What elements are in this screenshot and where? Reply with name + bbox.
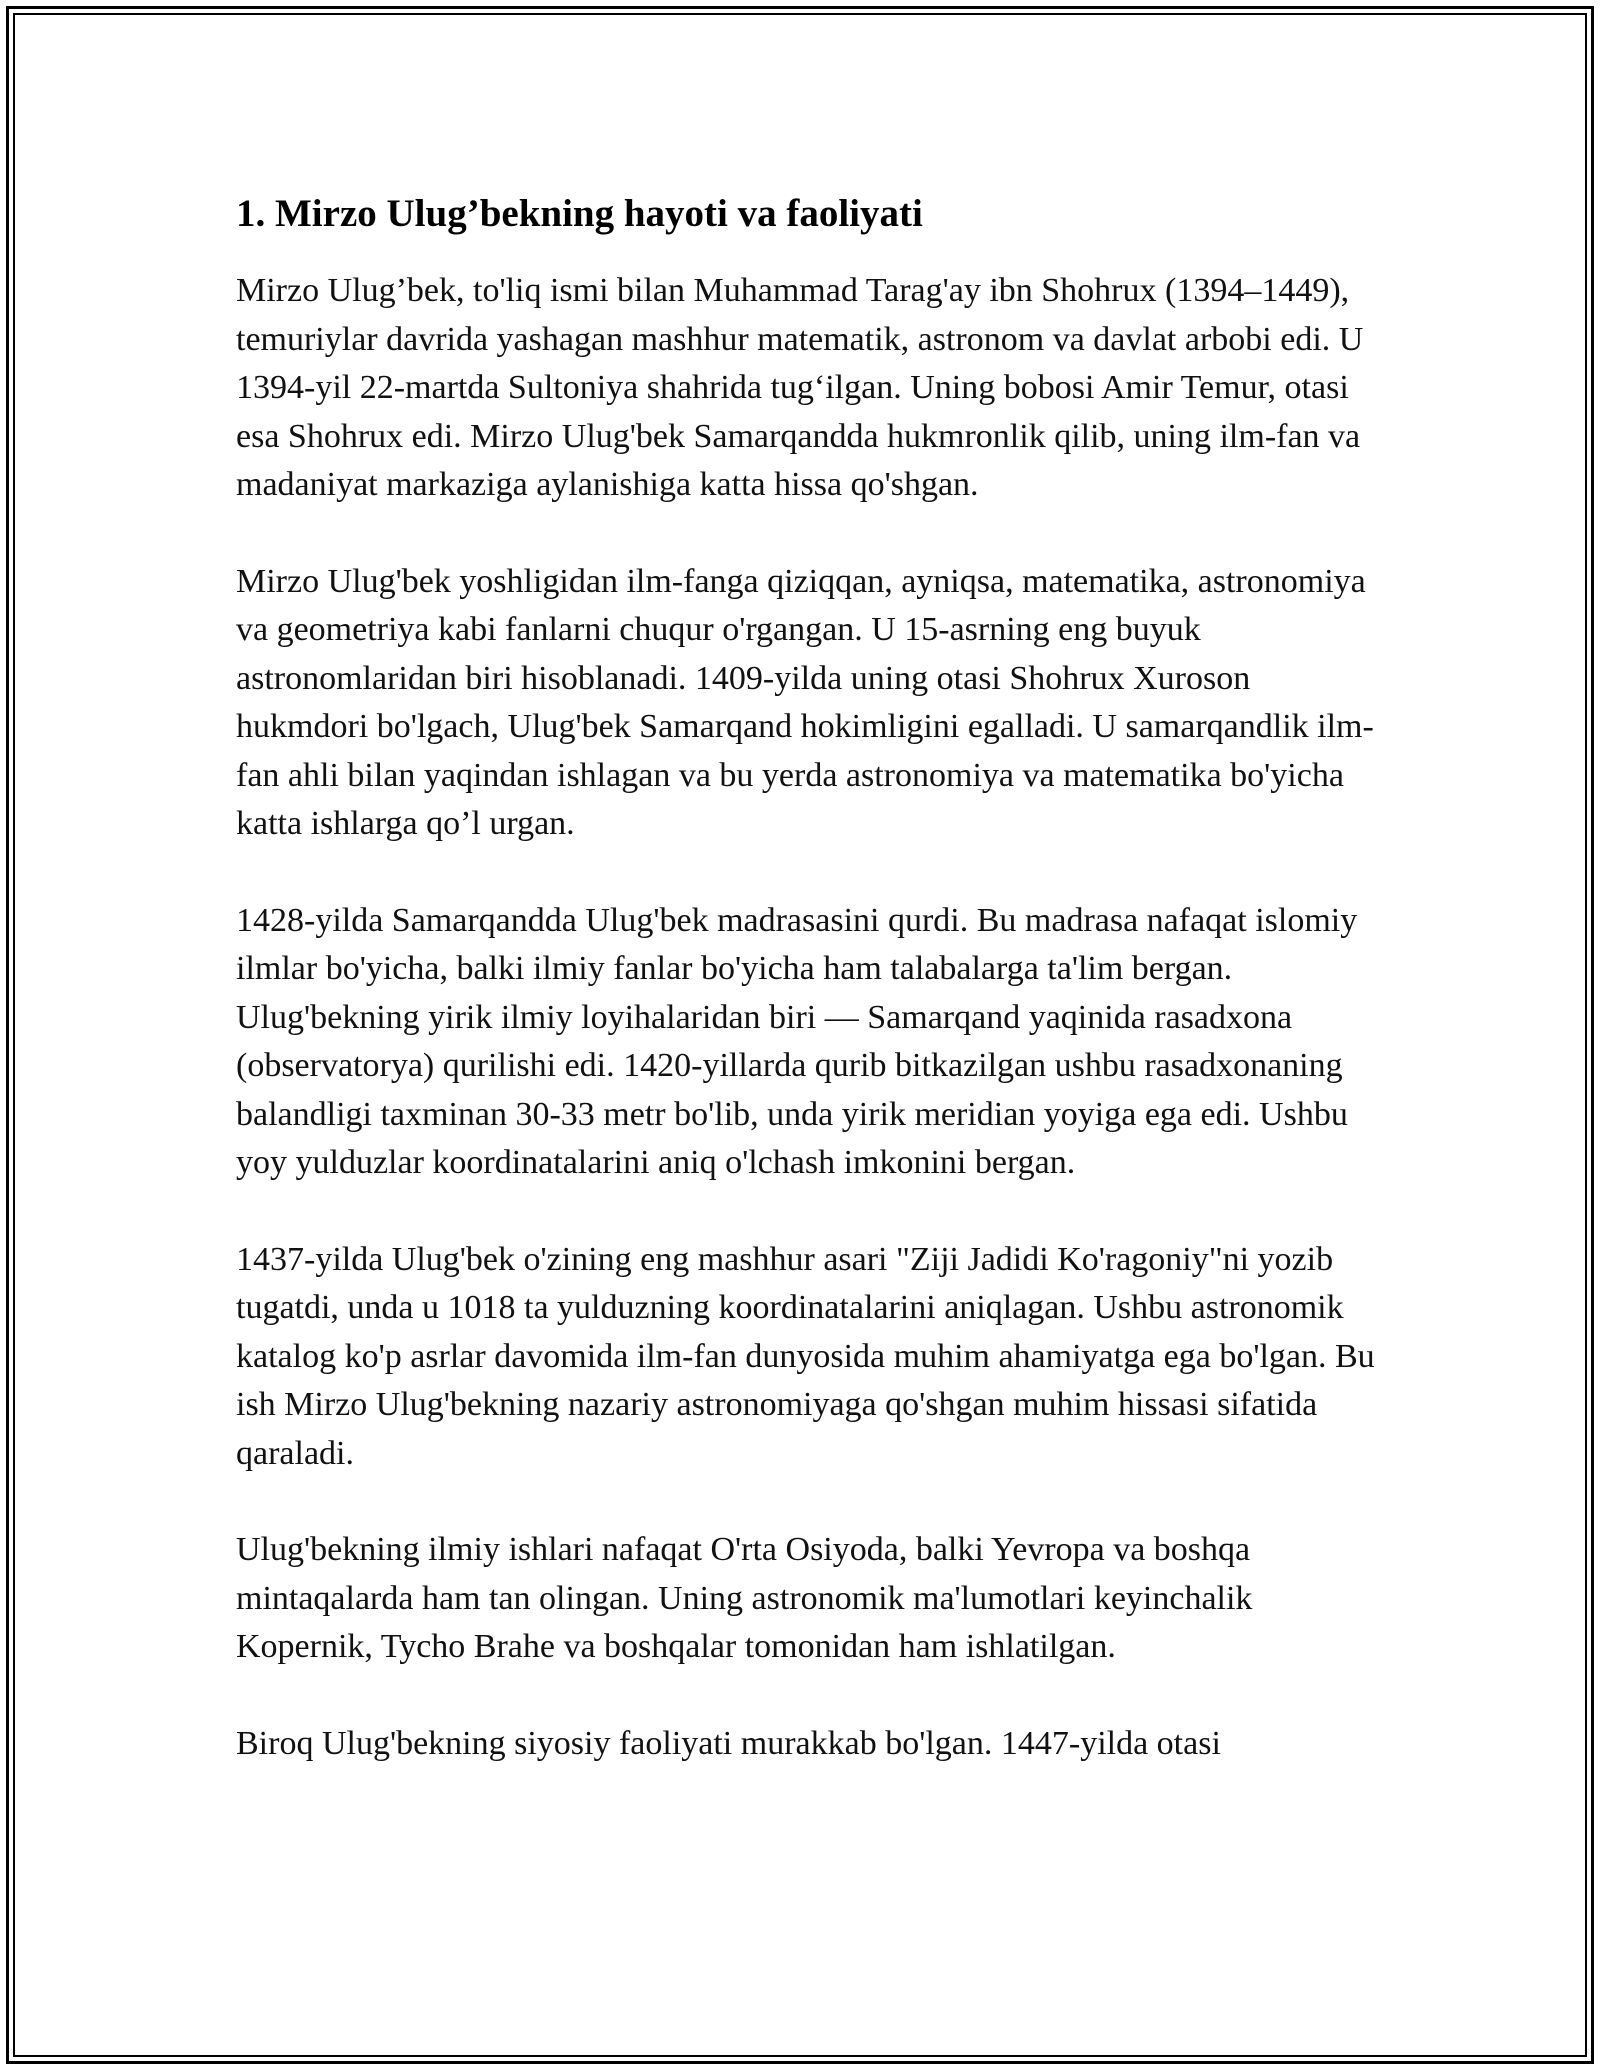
paragraph-recognition: Ulug'bekning ilmiy ishlari nafaqat O'rta Osiyoda, balki Yevropa va boshqa mintaqalarda ham tan olingan. Uning astronomik ma'lumotlari keyinchalik Kopernik, Tycho Brahe va boshqalar tomonidan ham ishlatilgan. [236, 1531, 1253, 1665]
section-heading: 1. Mirzo Ulug’bekning hayoti va faoliyati [236, 192, 923, 235]
document-body [236, 186, 1386, 1816]
paragraph-biography: Mirzo Ulug’bek, to'liq ismi bilan Muhammad Tarag'ay ibn Shohrux (1394–1449), temuriylar davrida yashagan mashhur matematik, astronom va davlat arbobi edi. U 1394-yil 22-martda Sultoniya shahrida tug‘ilgan. Uning bobosi Amir Temur, otasi esa Shohrux edi. Mirzo Ulug'bek Samarqandda hukmronlik qilib, uning ilm-fan va madaniyat markaziga aylanishiga katta hissa qo'shgan. [236, 272, 1364, 503]
paragraph-madrasa-observatory: 1428-yilda Samarqandda Ulug'bek madrasasini qurdi. Bu madrasa nafaqat islomiy ilmlar bo'yicha, balki ilmiy fanlar bo'yicha ham talabalarga ta'lim bergan. Ulug'bekning yirik ilmiy loyihalaridan biri — Samarqand yaqinida rasadxona (observatorya) qurilishi edi. 1420-yillarda qurib bitkazilgan ushbu rasadxonaning balandligi taxminan 30-33 metr bo'lib, unda yirik meridian yoyiga ega edi. Ushbu yoy yulduzlar koordinatalarini aniq o'lchash imkonini bergan. [236, 901, 1358, 1181]
paragraph-zij: 1437-yilda Ulug'bek o'zining eng mashhur asari "Ziji Jadidi Ko'ragoniy"ni yozib tugatdi, unda u 1018 ta yulduzning koordinatalarini aniqlagan. Ushbu astronomik katalog ko'p asrlar davomida ilm-fan dunyosida muhim ahamiyatga ega bo'lgan. Bu ish Mirzo Ulug'bekning nazariy astronomiyaga qo'shgan muhim hissasi sifatida qaraladi. [236, 1240, 1375, 1472]
paragraph-education: Mirzo Ulug'bek yoshligidan ilm-fanga qiziqqan, ayniqsa, matematika, astronomiya va geometriya kabi fanlarni chuqur o'rgangan. U 15-asrning eng buyuk astronomlaridan biri hisoblanadi. 1409-yilda uning otasi Shohrux Xuroson hukmdori bo'lgach, Ulug'bek Samarqand hokimligini egalladi. U samarqandlik ilm-fan ahli bilan yaqindan ishlagan va bu yerda astronomiya va matematika bo'yicha katta ishlarga qo’l urgan. [236, 562, 1374, 842]
paragraph-politics: Biroq Ulug'bekning siyosiy faoliyati murakkab bo'lgan. 1447-yilda otasi [236, 1724, 1221, 1762]
